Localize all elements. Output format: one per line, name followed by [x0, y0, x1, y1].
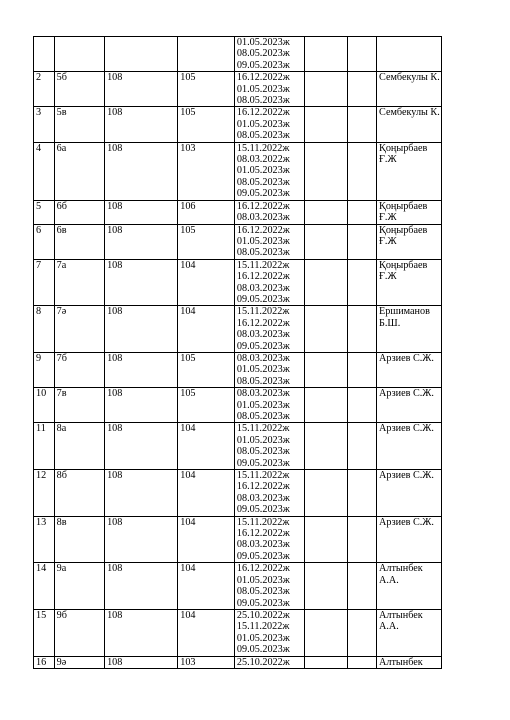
date-line: 09.05.2023ж [236, 504, 290, 516]
value-b-cell: 105 [178, 224, 235, 259]
dates-cell [234, 423, 304, 470]
dates-cell [234, 352, 304, 387]
table-row [34, 306, 442, 353]
teacher-cell: Алтынбек [377, 656, 442, 668]
value-a-cell: 108 [105, 563, 178, 610]
value-a-cell: 108 [105, 72, 178, 107]
empty-cell [348, 37, 377, 72]
date-line: 16.12.2022ж [236, 200, 290, 212]
value-a-cell [105, 37, 178, 72]
date-line: 08.05.2023ж [236, 95, 290, 107]
row-number-cell: 16 [34, 656, 55, 668]
class-cell: 6б [54, 200, 104, 224]
date-line: 15.11.2022ж [236, 516, 290, 528]
date-line: 09.05.2023ж [236, 644, 290, 656]
empty-cell [304, 423, 347, 470]
date-line: 08.05.2023ж [236, 411, 290, 422]
date-line: 08.03.2023ж [236, 282, 290, 294]
date-line: 09.05.2023ж [236, 59, 290, 71]
empty-cell [304, 200, 347, 224]
value-a-cell: 108 [105, 470, 178, 517]
empty-cell [304, 388, 347, 423]
empty-cell [348, 224, 377, 259]
date-line: 01.05.2023ж [236, 364, 290, 376]
class-cell: 8б [54, 470, 104, 517]
table-row [34, 37, 442, 72]
class-cell [54, 37, 104, 72]
empty-cell [304, 259, 347, 306]
table-row [34, 388, 442, 423]
date-line: 01.05.2023ж [236, 434, 290, 446]
value-b-cell: 104 [178, 516, 235, 563]
dates-cell [234, 224, 304, 259]
class-cell: 7а [54, 259, 104, 306]
empty-cell [348, 516, 377, 563]
date-line: 15.11.2022ж [236, 470, 290, 482]
value-a-cell: 108 [105, 388, 178, 423]
value-b-cell: 104 [178, 609, 235, 656]
value-b-cell: 104 [178, 259, 235, 306]
date-line: 09.05.2023ж [236, 457, 290, 469]
date-line: 01.05.2023ж [236, 118, 290, 130]
table-row [34, 563, 442, 610]
date-line: 09.05.2023ж [236, 550, 290, 562]
empty-cell [348, 423, 377, 470]
empty-cell [304, 306, 347, 353]
date-line: 15.11.2022ж [236, 259, 290, 271]
value-b-cell: 105 [178, 107, 235, 142]
empty-cell [348, 259, 377, 306]
date-line: 01.05.2023ж [236, 83, 290, 95]
empty-cell [348, 107, 377, 142]
table-row [34, 352, 442, 387]
table-row [34, 72, 442, 107]
value-b-cell: 105 [178, 72, 235, 107]
teacher-cell: Алтынбек А.А. [377, 609, 442, 656]
dates-cell [234, 306, 304, 353]
row-number-cell: 14 [34, 563, 55, 610]
row-number-cell: 6 [34, 224, 55, 259]
empty-cell [304, 609, 347, 656]
value-b-cell: 106 [178, 200, 235, 224]
empty-cell [304, 516, 347, 563]
table-row [34, 107, 442, 142]
value-b-cell: 103 [178, 142, 235, 200]
date-line: 25.10.2022ж [236, 609, 290, 621]
date-line: 08.03.2023ж [236, 539, 290, 551]
row-number-cell: 15 [34, 609, 55, 656]
class-cell: 9ә [54, 656, 104, 668]
row-number-cell: 5 [34, 200, 55, 224]
value-b-cell: 104 [178, 423, 235, 470]
table-row [34, 516, 442, 563]
empty-cell [348, 306, 377, 353]
date-line: 16.12.2022ж [236, 271, 290, 283]
value-b-cell: 103 [178, 656, 235, 668]
schedule-table-body [34, 37, 442, 669]
date-line: 08.03.2023ж [236, 352, 290, 364]
date-line: 16.12.2022ж [236, 224, 290, 236]
date-line: 08.05.2023ж [236, 586, 290, 598]
row-number-cell: 4 [34, 142, 55, 200]
class-cell: 5в [54, 107, 104, 142]
dates-cell [234, 388, 304, 423]
row-number-cell: 2 [34, 72, 55, 107]
empty-cell [304, 37, 347, 72]
date-line: 16.12.2022ж [236, 528, 290, 540]
date-line: 09.05.2023ж [236, 188, 290, 200]
date-line: 16.12.2022ж [236, 563, 290, 575]
row-number-cell: 12 [34, 470, 55, 517]
class-cell: 7б [54, 352, 104, 387]
date-line: 08.05.2023ж [236, 247, 290, 259]
value-a-cell: 108 [105, 423, 178, 470]
row-number-cell: 9 [34, 352, 55, 387]
teacher-cell: Ершиманов Б.Ш. [377, 306, 442, 353]
empty-cell [304, 224, 347, 259]
teacher-cell: Қоңырбаев Ғ.Ж [377, 200, 442, 224]
date-line: 08.03.2023ж [236, 212, 290, 224]
date-line: 08.05.2023ж [236, 48, 290, 60]
date-line: 16.12.2022ж [236, 107, 290, 119]
date-line: 08.03.2023ж [236, 388, 290, 400]
dates-cell [234, 72, 304, 107]
row-number-cell [34, 37, 55, 72]
empty-cell [348, 656, 377, 668]
table-row [34, 200, 442, 224]
value-a-cell: 108 [105, 200, 178, 224]
value-a-cell: 108 [105, 224, 178, 259]
empty-cell [348, 470, 377, 517]
empty-cell [348, 72, 377, 107]
table-row [34, 259, 442, 306]
date-line: 08.05.2023ж [236, 176, 290, 188]
value-a-cell: 108 [105, 352, 178, 387]
row-number-cell: 11 [34, 423, 55, 470]
class-cell: 7ә [54, 306, 104, 353]
date-line: 01.05.2023ж [236, 235, 290, 247]
teacher-cell: Қоңырбаев Ғ.Ж [377, 224, 442, 259]
row-number-cell: 10 [34, 388, 55, 423]
date-line: 16.12.2022ж [236, 317, 290, 329]
empty-cell [348, 352, 377, 387]
dates-cell [234, 142, 304, 200]
table-row [34, 224, 442, 259]
date-line: 15.11.2022ж [236, 142, 290, 154]
teacher-cell: Қоңырбаев Ғ.Ж [377, 142, 442, 200]
date-line: 01.05.2023ж [236, 574, 290, 586]
empty-cell [348, 200, 377, 224]
date-line: 16.12.2022ж [236, 72, 290, 84]
empty-cell [304, 72, 347, 107]
dates-cell [234, 259, 304, 306]
date-line: 01.05.2023ж [236, 165, 290, 177]
date-line: 08.03.2022ж [236, 154, 290, 166]
teacher-cell: Сембекулы К. [377, 72, 442, 107]
teacher-cell [377, 37, 442, 72]
row-number-cell: 3 [34, 107, 55, 142]
class-cell: 9б [54, 609, 104, 656]
date-line: 08.05.2023ж [236, 446, 290, 458]
dates-cell [234, 609, 304, 656]
empty-cell [304, 142, 347, 200]
empty-cell [304, 563, 347, 610]
date-line: 15.11.2022ж [236, 621, 290, 633]
empty-cell [304, 107, 347, 142]
teacher-cell: Арзиев С.Ж. [377, 388, 442, 423]
value-a-cell: 108 [105, 259, 178, 306]
date-line: 01.05.2023ж [236, 37, 290, 48]
row-number-cell: 13 [34, 516, 55, 563]
class-cell: 8в [54, 516, 104, 563]
value-a-cell: 108 [105, 306, 178, 353]
date-line: 08.03.2023ж [236, 492, 290, 504]
teacher-cell: Қоңырбаев Ғ.Ж [377, 259, 442, 306]
date-line: 08.03.2023ж [236, 329, 290, 341]
value-a-cell: 108 [105, 656, 178, 668]
table-row [34, 142, 442, 200]
value-b-cell: 104 [178, 470, 235, 517]
date-line: 01.05.2023ж [236, 632, 290, 644]
table-row [34, 470, 442, 517]
teacher-cell: Арзиев С.Ж. [377, 352, 442, 387]
dates-cell [234, 516, 304, 563]
value-a-cell: 108 [105, 516, 178, 563]
teacher-cell: Арзиев С.Ж. [377, 470, 442, 517]
teacher-cell: Алтынбек А.А. [377, 563, 442, 610]
value-a-cell: 108 [105, 609, 178, 656]
teacher-cell: Арзиев С.Ж. [377, 516, 442, 563]
teacher-cell: Арзиев С.Ж. [377, 423, 442, 470]
class-cell: 6в [54, 224, 104, 259]
table-row [34, 423, 442, 470]
date-line: 09.05.2023ж [236, 597, 290, 609]
table-row [34, 656, 442, 668]
empty-cell [348, 563, 377, 610]
dates-cell [234, 656, 304, 668]
empty-cell [348, 609, 377, 656]
empty-cell [348, 142, 377, 200]
date-line: 15.11.2022ж [236, 306, 290, 318]
row-number-cell: 7 [34, 259, 55, 306]
dates-cell [234, 470, 304, 517]
value-b-cell: 105 [178, 352, 235, 387]
empty-cell [304, 470, 347, 517]
date-line: 08.05.2023ж [236, 375, 290, 387]
value-b-cell [178, 37, 235, 72]
class-cell: 7в [54, 388, 104, 423]
class-cell: 9а [54, 563, 104, 610]
teacher-cell: Сембекулы К. [377, 107, 442, 142]
empty-cell [348, 388, 377, 423]
row-number-cell: 8 [34, 306, 55, 353]
date-line: 25.10.2022ж [236, 656, 290, 668]
empty-cell [304, 352, 347, 387]
date-line: 15.11.2022ж [236, 423, 290, 435]
dates-cell [234, 563, 304, 610]
value-a-cell: 108 [105, 107, 178, 142]
value-a-cell: 108 [105, 142, 178, 200]
dates-cell [234, 200, 304, 224]
value-b-cell: 105 [178, 388, 235, 423]
value-b-cell: 104 [178, 563, 235, 610]
class-cell: 8а [54, 423, 104, 470]
schedule-table [33, 36, 442, 669]
date-line: 09.05.2023ж [236, 340, 290, 352]
date-line: 16.12.2022ж [236, 481, 290, 493]
date-line: 08.05.2023ж [236, 130, 290, 142]
class-cell: 6а [54, 142, 104, 200]
empty-cell [304, 656, 347, 668]
date-line: 01.05.2023ж [236, 399, 290, 411]
dates-cell [234, 37, 304, 72]
date-line: 09.05.2023ж [236, 293, 290, 305]
table-row [34, 609, 442, 656]
class-cell: 5б [54, 72, 104, 107]
dates-cell [234, 107, 304, 142]
value-b-cell: 104 [178, 306, 235, 353]
